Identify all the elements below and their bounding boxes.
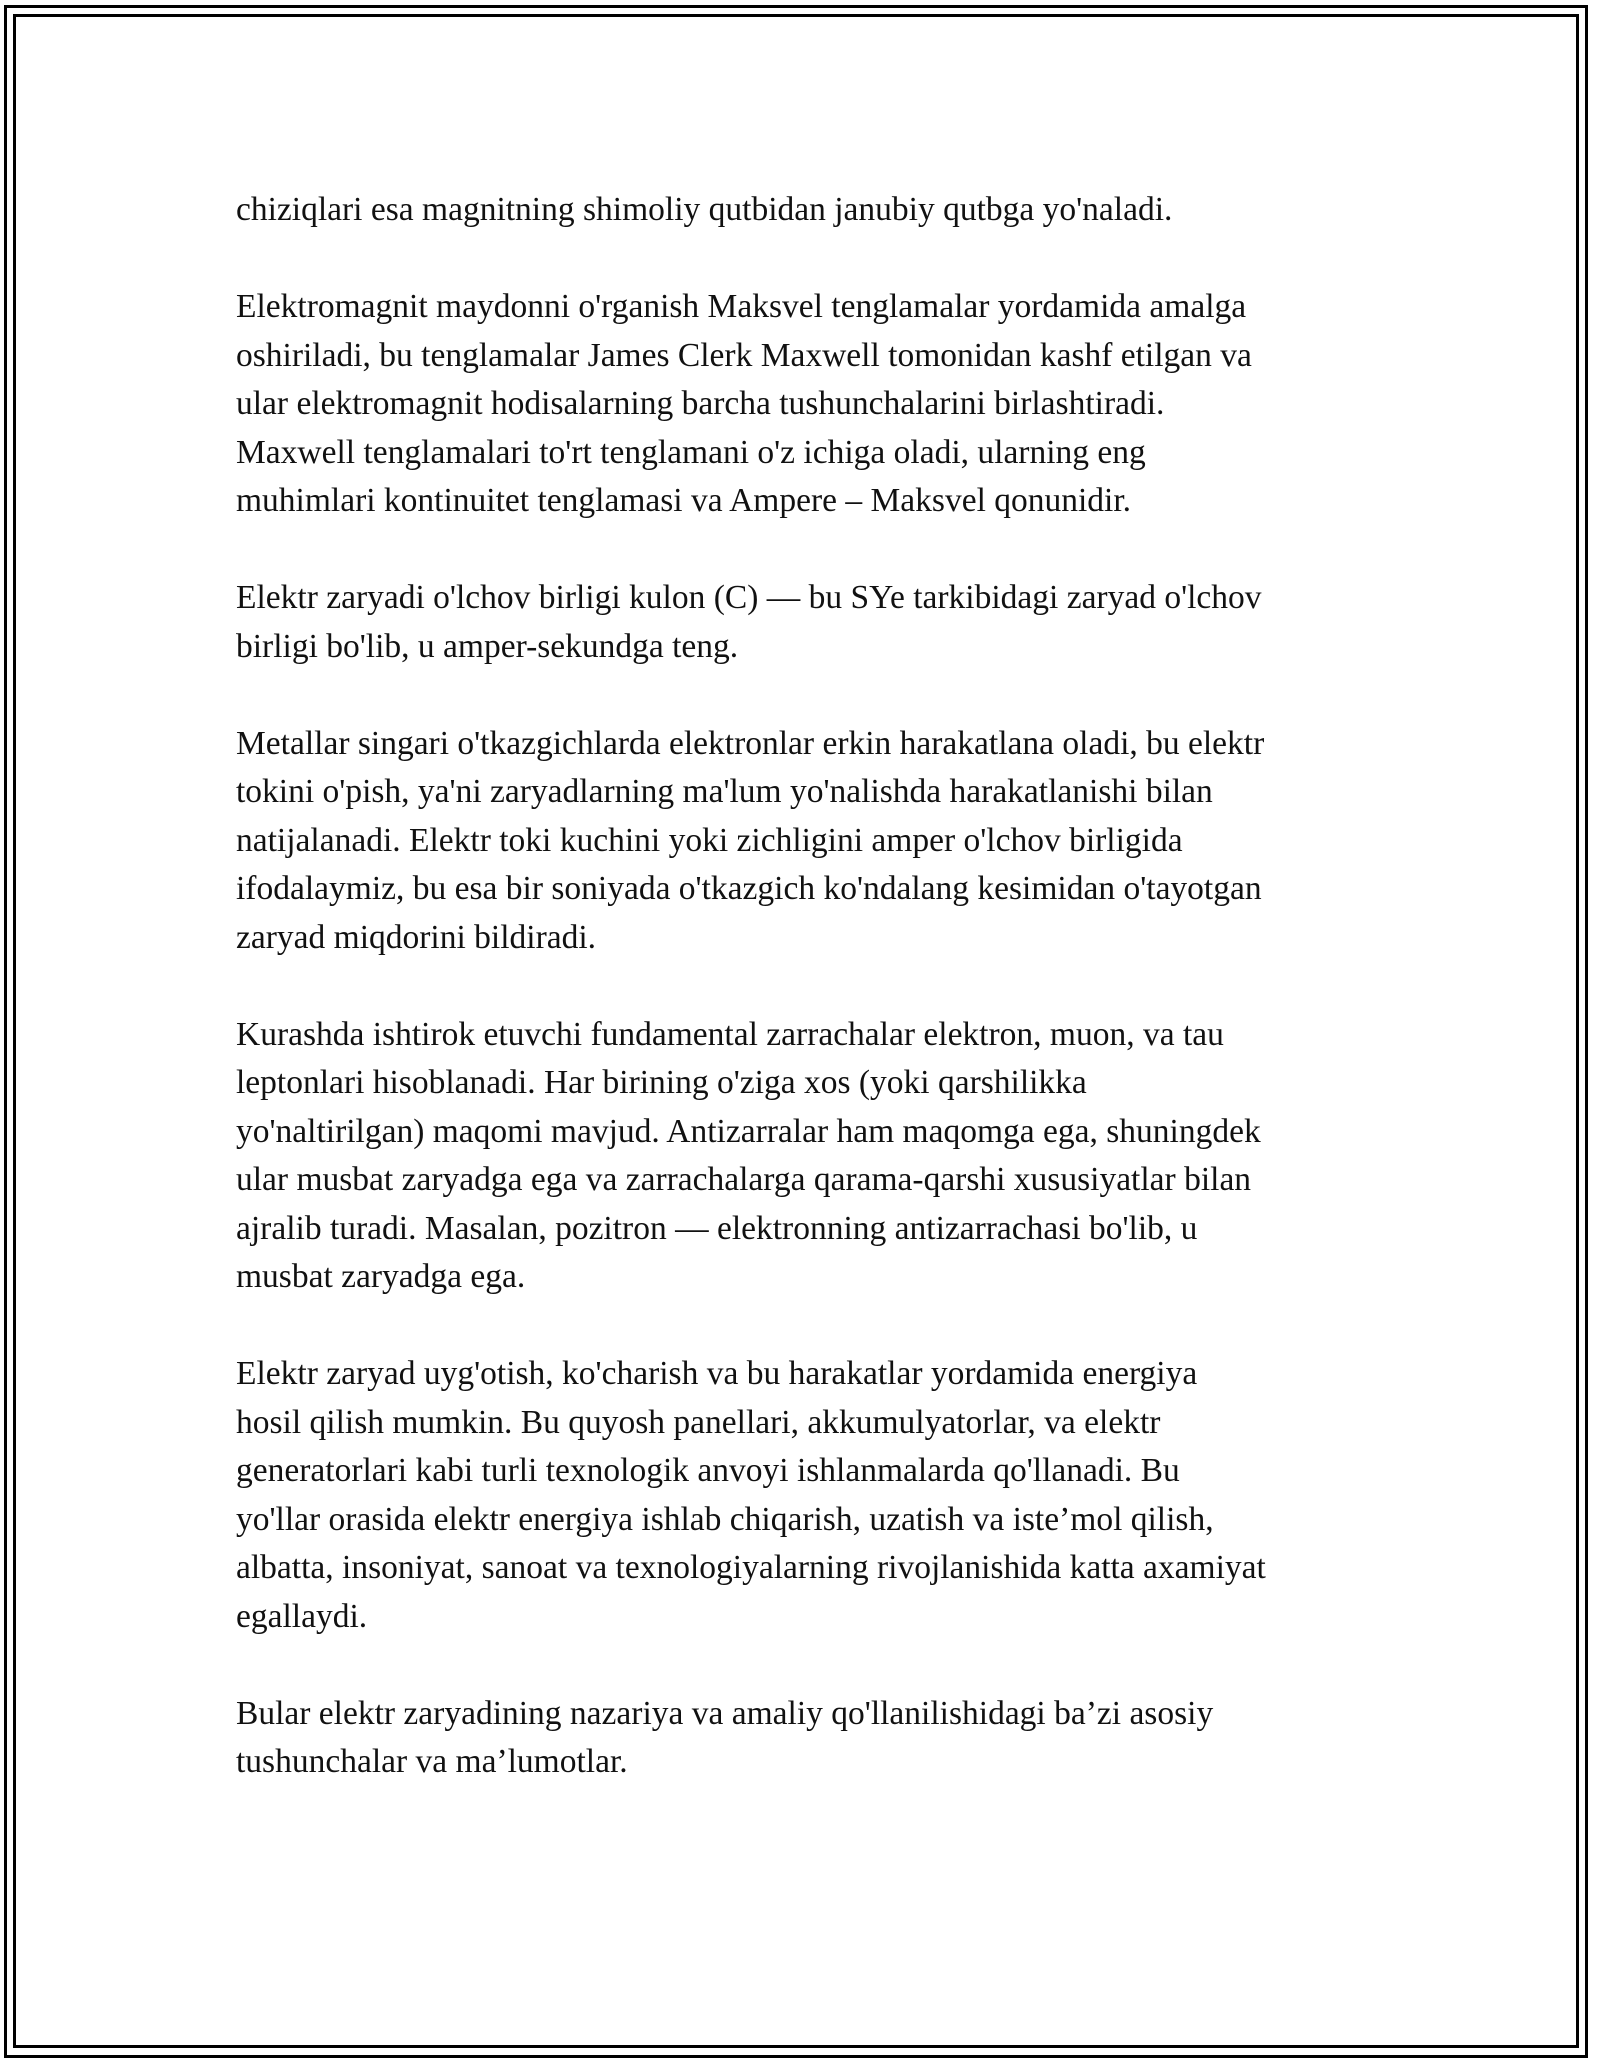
text-line: birligi bo'lib, u amper-sekundga teng. [236, 627, 739, 665]
text-line: ular musbat zaryadga ega va zarrachalarga qarama-qarshi xususiyatlar bilan [236, 1161, 1252, 1198]
text-line: generatorlari kabi turli texnologik anvoyi ishlanmalarda qo'llanadi. Bu [236, 1452, 1180, 1489]
text-line: chiziqlari esa magnitning shimoliy qutbidan janubiy qutbga yo'naladi. [236, 191, 1173, 228]
text-line: natijalanadi. Elektr toki kuchini yoki zichligini amper o'lchov birligida [236, 821, 1183, 859]
text-line: zaryad miqdorini bildiradi. [236, 918, 597, 956]
text-line: Bular elektr zaryadining nazariya va amaliy qo'llanilishidagi ba’zi asosiy [236, 1694, 1214, 1732]
paragraph-7 [236, 1690, 1376, 1787]
text-line: ifodalaymiz, bu esa bir soniyada o'tkazgich ko'ndalang kesimidan o'tayotgan [236, 870, 1262, 907]
text-line: Metallar singari o'tkazgichlarda elektronlar erkin harakatlana oladi, bu elektr [236, 724, 1265, 762]
paragraph-1 [236, 186, 1376, 235]
text-line: tushunchalar va ma’lumotlar. [236, 1743, 628, 1780]
text-line: Elektr zaryad uyg'otish, ko'charish va bu harakatlar yordamida energiya [236, 1355, 1198, 1392]
text-line: tokini o'pish, ya'ni zaryadlarning ma'lum yo'nalishda harakatlanishi bilan [236, 773, 1213, 810]
text-line: oshiriladi, bu tenglamalar James Clerk Maxwell tomonidan kashf etilgan va [236, 336, 1252, 374]
text-line: egallaydi. [236, 1597, 368, 1635]
text-line: ular elektromagnit hodisalarning barcha tushunchalarini birlashtiradi. [236, 385, 1165, 422]
text-line: yo'naltirilgan) maqomi mavjud. Antizarralar ham maqomga ega, shuningdek [236, 1112, 1261, 1150]
paragraph-6 [236, 1350, 1376, 1641]
text-line: Maxwell tenglamalari to'rt tenglamani o'z ichiga oladi, ularning eng [236, 433, 1146, 471]
paragraph-2 [236, 283, 1376, 526]
paragraph-5 [236, 1011, 1376, 1302]
text-line: muhimlari kontinuitet tenglamasi va Ampere – Maksvel qonunidir. [236, 482, 1132, 519]
text-line: Elektr zaryadi o'lchov birligi kulon (C) — bu SYe tarkibidagi zaryad o'lchov [236, 579, 1262, 616]
text-line: ajralib turadi. Masalan, pozitron — elektronning antizarrachasi bo'lib, u [236, 1209, 1198, 1247]
paragraph-4 [236, 720, 1376, 963]
text-line: leptonlari hisoblanadi. Har birining o'ziga xos (yoki qarshilikka [236, 1064, 1087, 1101]
text-line: hosil qilish mumkin. Bu quyosh panellari, akkumulyatorlar, va elektr [236, 1403, 1161, 1441]
text-line: yo'llar orasida elektr energiya ishlab chiqarish, uzatish va iste’mol qilish, [236, 1500, 1214, 1538]
text-line: Kurashda ishtirok etuvchi fundamental zarrachalar elektron, muon, va tau [236, 1015, 1224, 1053]
text-line: musbat zaryadga ega. [236, 1258, 526, 1295]
text-line: Elektromagnit maydonni o'rganish Maksvel tenglamalar yordamida amalga [236, 288, 1247, 325]
text-line: albatta, insoniyat, sanoat va texnologiyalarning rivojlanishida katta axamiyat [236, 1549, 1266, 1586]
paragraph-3 [236, 574, 1376, 671]
document-body [236, 186, 1376, 1835]
